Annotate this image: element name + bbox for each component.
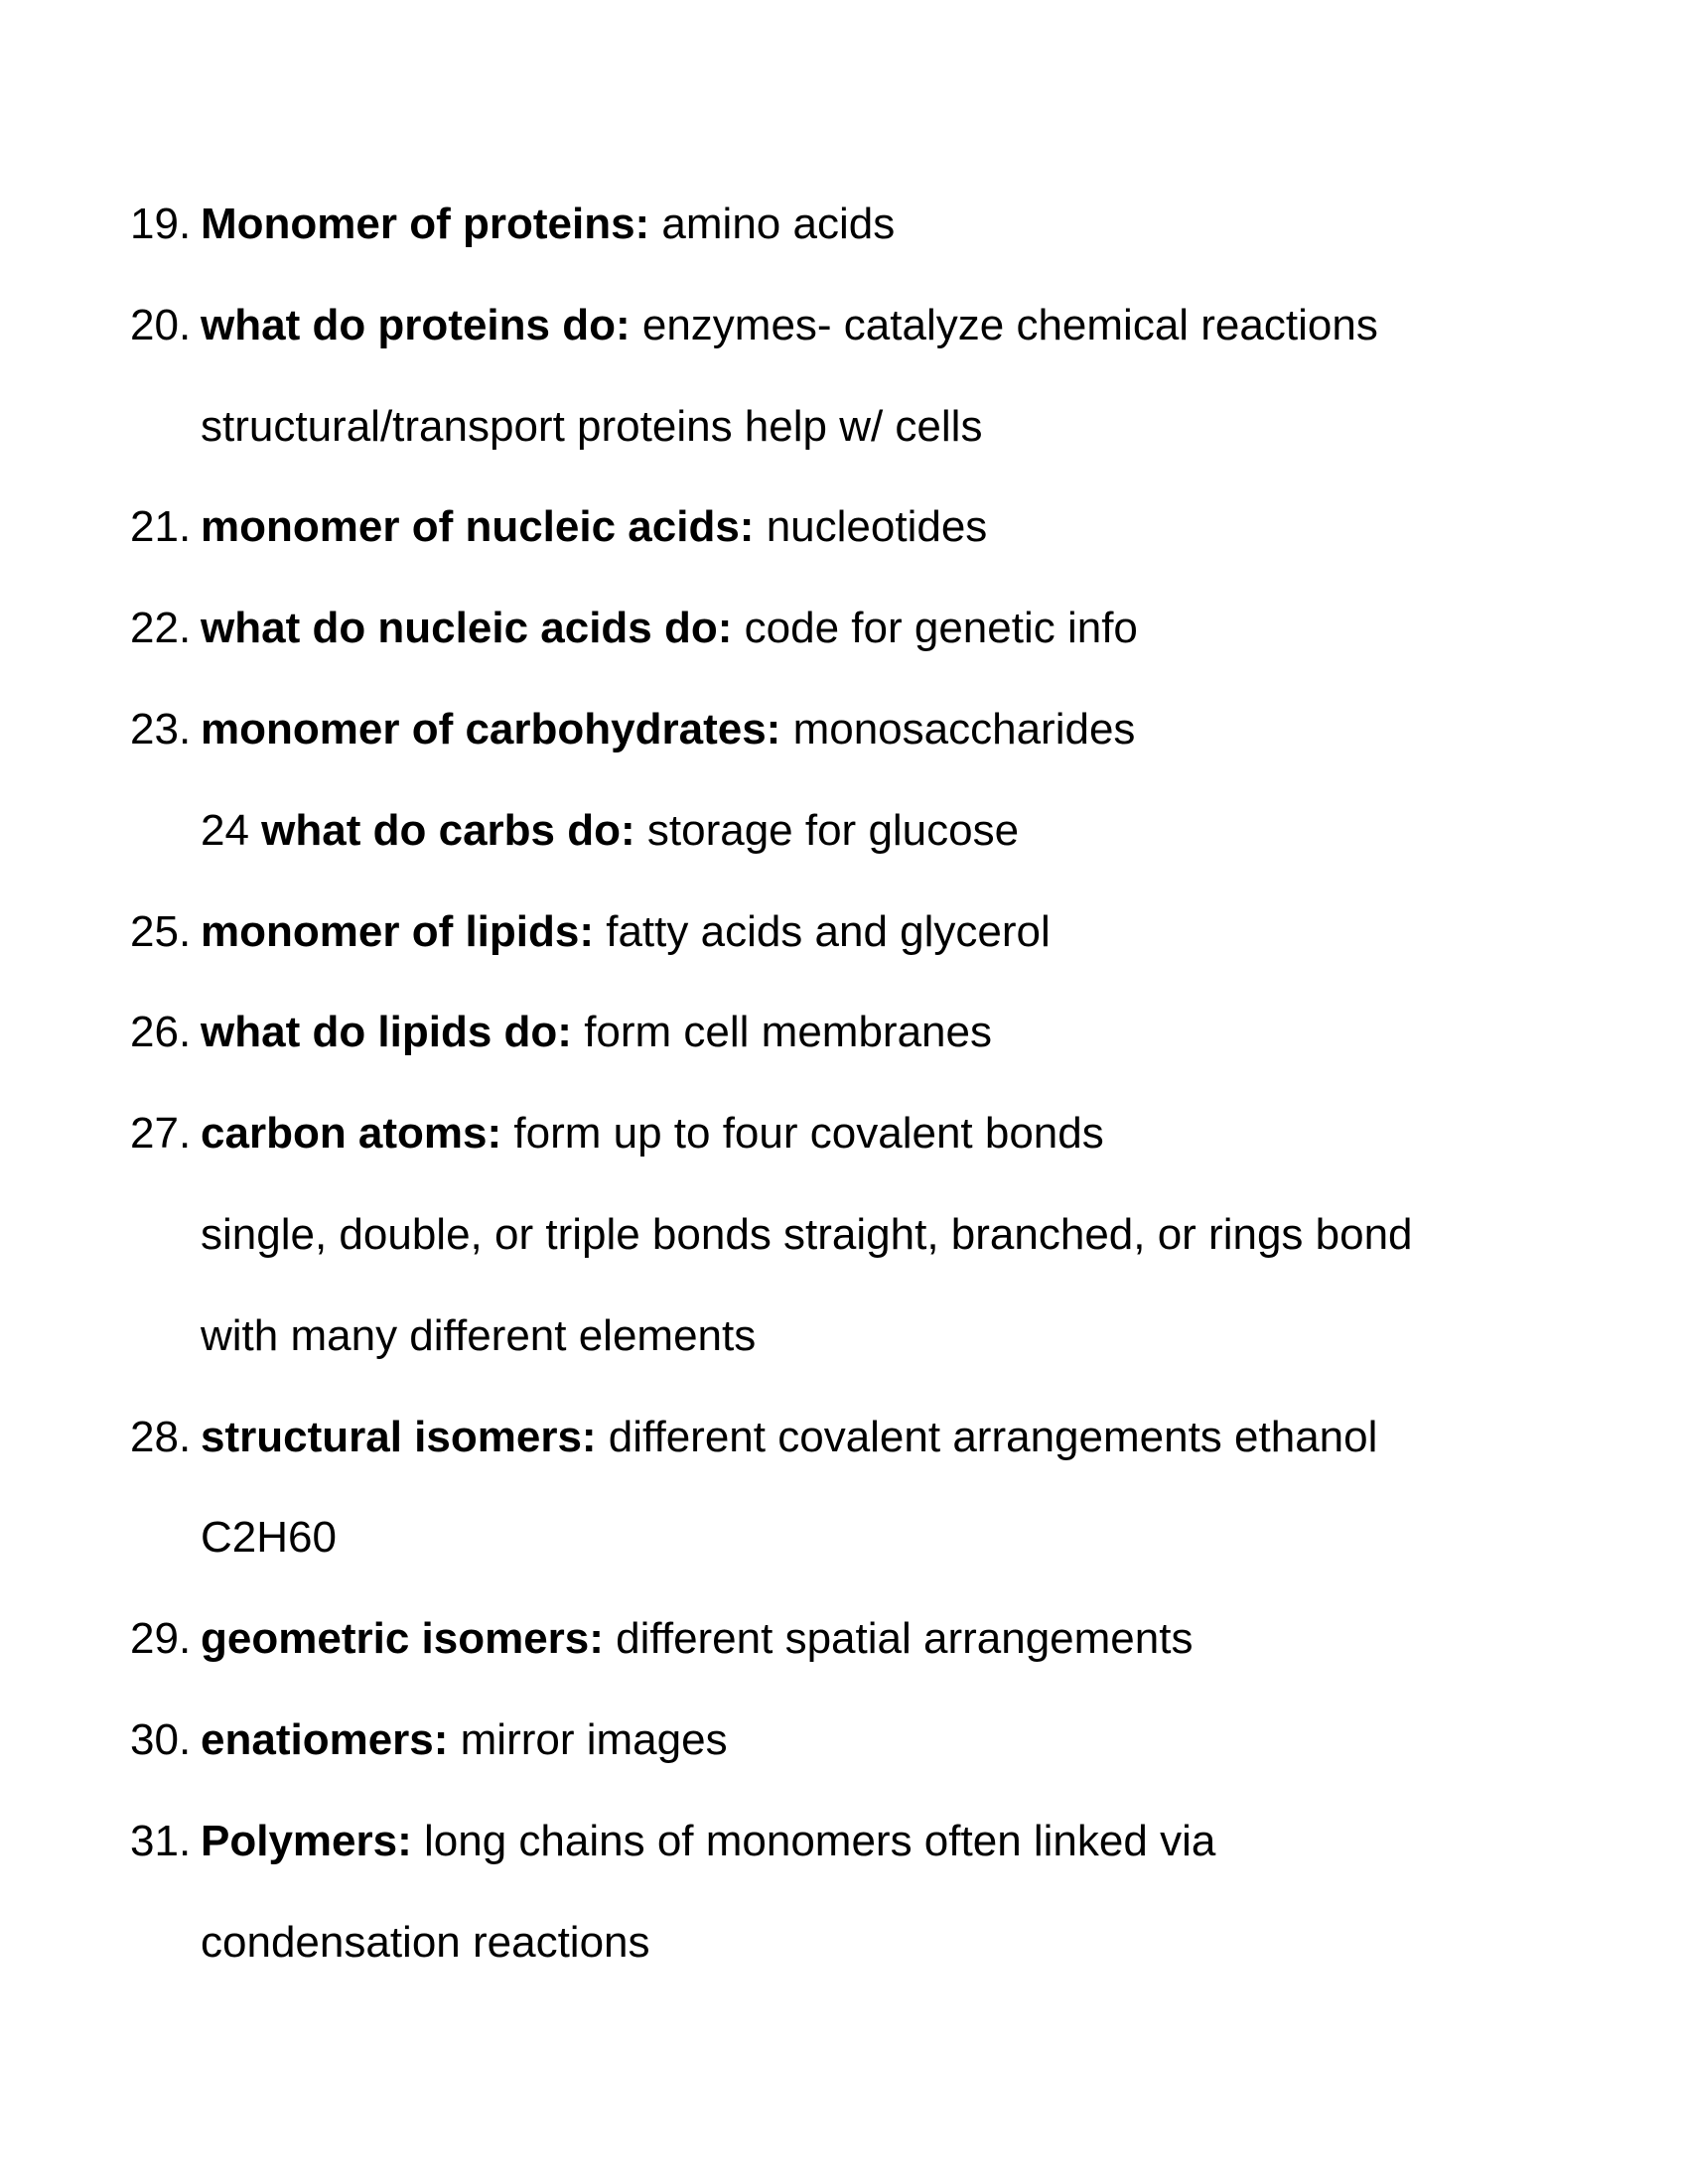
- item-definition: monosaccharides: [780, 704, 1136, 753]
- item-number: 31.: [130, 1816, 192, 1865]
- list-item-29: [130, 1588, 1570, 1690]
- list-item-21: [130, 477, 1570, 578]
- item-number: 27.: [130, 1109, 192, 1159]
- item-term: Polymers:: [201, 1816, 412, 1865]
- item-term: what do nucleic acids do:: [201, 604, 733, 653]
- list-item-28: [130, 1387, 1570, 1488]
- item-definition: different spatial arrangements: [603, 1614, 1194, 1664]
- list-item-20-continuation: [130, 376, 1570, 478]
- list-item-27-continuation-2: [130, 1286, 1570, 1387]
- item-number: 30.: [130, 1714, 192, 1764]
- item-term: what do lipids do:: [201, 1008, 572, 1057]
- item-definition: mirror images: [448, 1714, 728, 1764]
- item-number: 28.: [130, 1412, 192, 1461]
- item-definition: different covalent arrangements ethanol: [596, 1412, 1378, 1461]
- item-definition: amino acids: [649, 200, 896, 248]
- item-term: geometric isomers:: [201, 1614, 604, 1664]
- item-definition: long chains of monomers often linked via: [411, 1816, 1216, 1865]
- item-term: structural isomers:: [201, 1412, 597, 1461]
- item-term: what do proteins do:: [201, 300, 631, 349]
- item-definition: form up to four covalent bonds: [501, 1109, 1104, 1159]
- list-item-20: [130, 275, 1570, 376]
- item-number: 24: [201, 805, 262, 855]
- list-item-31-continuation: [130, 1892, 1570, 1993]
- item-definition: nucleotides: [754, 502, 988, 552]
- notes-list: [130, 174, 1570, 1992]
- item-continuation: structural/transport proteins help w/ cells: [201, 401, 983, 451]
- item-number: 21.: [130, 502, 192, 552]
- item-term: what do carbs do:: [261, 805, 635, 855]
- item-term: Monomer of proteins:: [201, 200, 650, 248]
- list-item-23: [130, 679, 1570, 780]
- item-number: 19.: [130, 200, 192, 248]
- item-number: 29.: [130, 1614, 192, 1664]
- list-item-25: [130, 882, 1570, 983]
- list-item-28-continuation: [130, 1487, 1570, 1588]
- item-term: carbon atoms:: [201, 1109, 502, 1159]
- item-definition: form cell membranes: [571, 1008, 992, 1057]
- item-number: 25.: [130, 906, 192, 956]
- item-continuation: C2H60: [201, 1513, 337, 1563]
- item-continuation: condensation reactions: [201, 1917, 650, 1967]
- item-continuation: with many different elements: [201, 1310, 757, 1360]
- list-item-26: [130, 982, 1570, 1083]
- item-number: 22.: [130, 604, 192, 653]
- item-definition: code for genetic info: [732, 604, 1138, 653]
- list-item-24: [130, 780, 1570, 882]
- item-number: 23.: [130, 704, 192, 753]
- item-term: enatiomers:: [201, 1714, 449, 1764]
- item-definition: storage for glucose: [634, 805, 1020, 855]
- item-term: monomer of nucleic acids:: [201, 502, 755, 552]
- item-number: 20.: [130, 300, 192, 349]
- list-item-22: [130, 578, 1570, 679]
- item-definition: fatty acids and glycerol: [594, 906, 1051, 956]
- list-item-19: [130, 174, 1570, 275]
- list-item-31: [130, 1791, 1570, 1892]
- item-term: monomer of carbohydrates:: [201, 704, 781, 753]
- item-continuation: single, double, or triple bonds straight, branched, or rings bond: [201, 1209, 1413, 1259]
- item-definition: enzymes- catalyze chemical reactions: [630, 300, 1378, 349]
- item-term: monomer of lipids:: [201, 906, 594, 956]
- list-item-27-continuation-1: [130, 1184, 1570, 1286]
- list-item-27: [130, 1083, 1570, 1184]
- list-item-30: [130, 1690, 1570, 1791]
- item-number: 26.: [130, 1008, 192, 1057]
